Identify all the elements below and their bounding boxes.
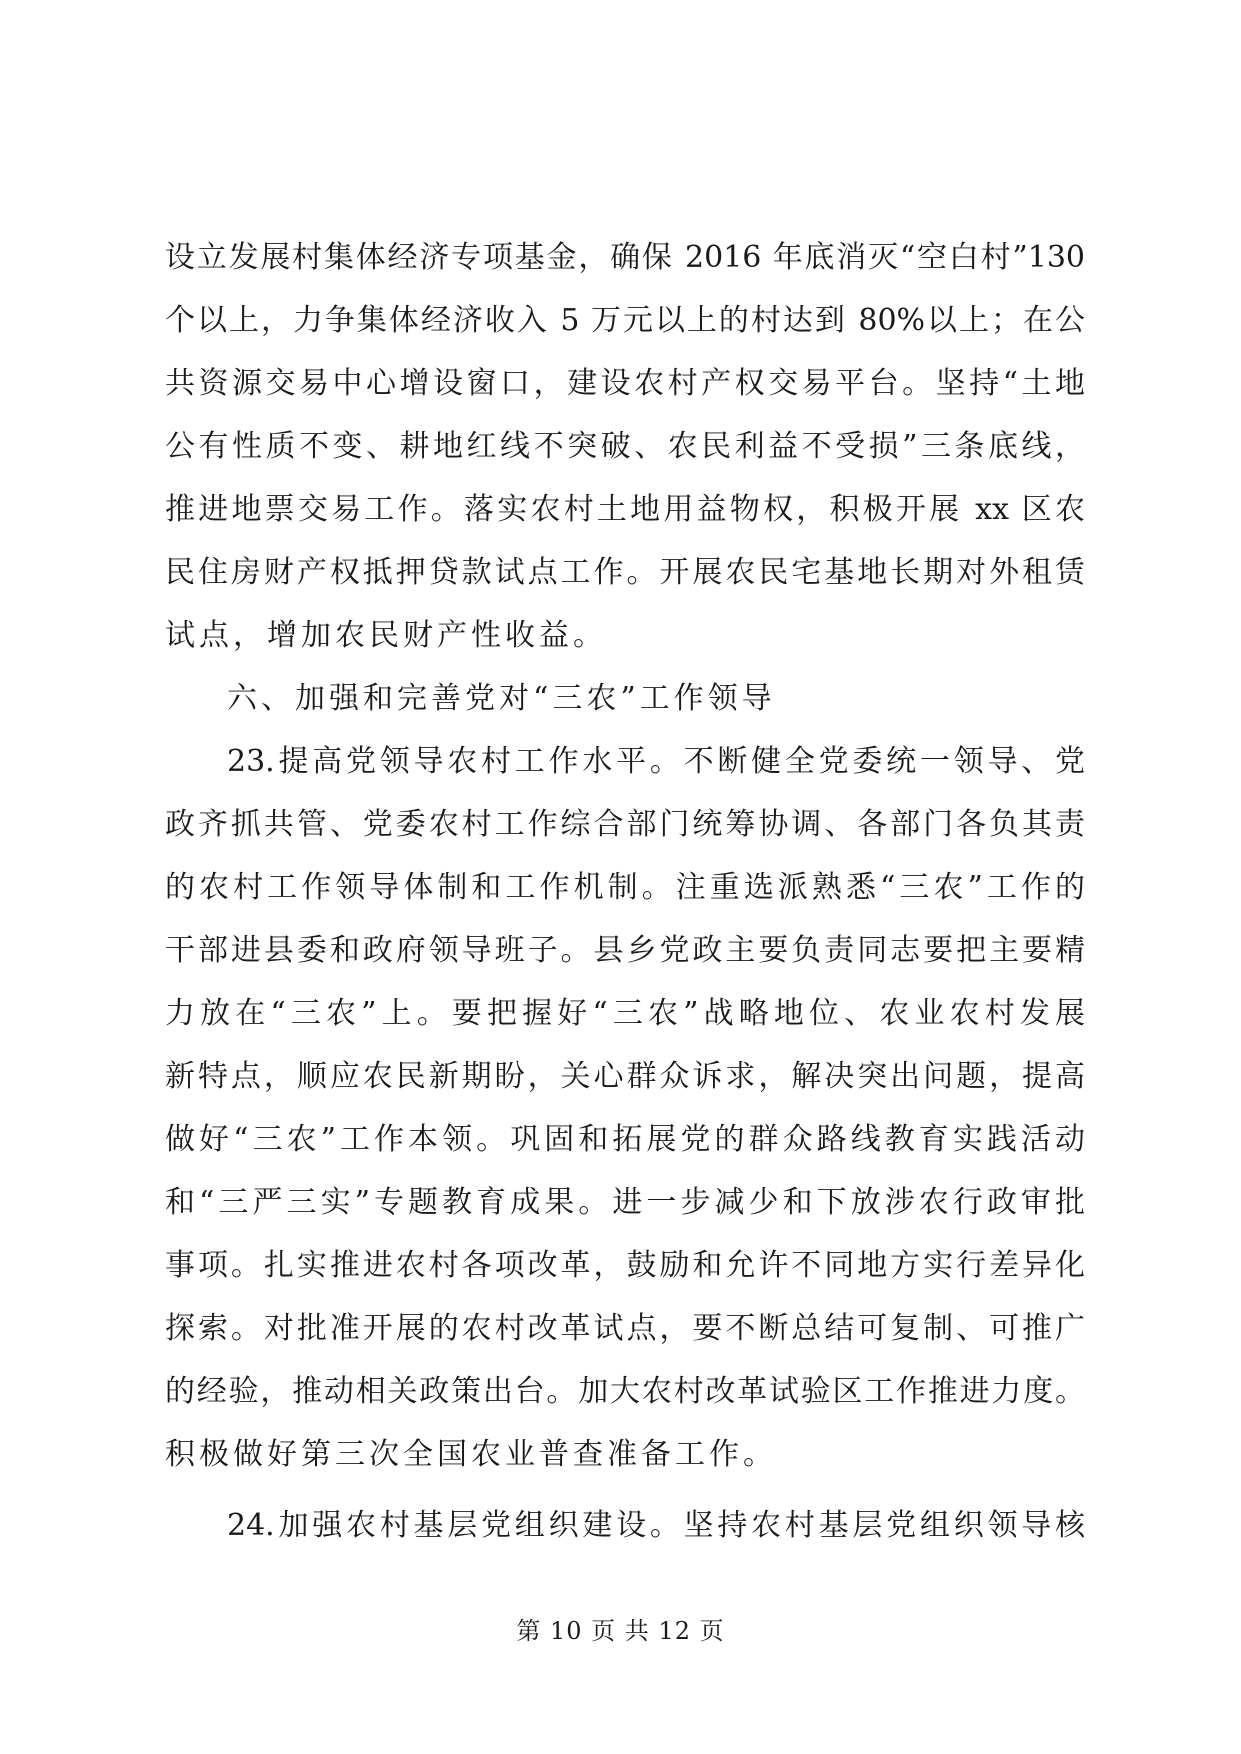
document-body [165, 226, 1085, 1557]
text-line: 干部进县委和政府领导班子。县乡党政主要负责同志要把主要精 [165, 933, 1085, 968]
text-line: 民住房财产权抵押贷款试点工作。开展农民宅基地长期对外租赁 [165, 555, 1085, 590]
text-line: 探索。对批准开展的农村改革试点，要不断总结可复制、可推广 [165, 1311, 1085, 1346]
text-line: 个以上，力争集体经济收入 5 万元以上的村达到 80%以上；在公 [165, 303, 1085, 338]
text-line: 政齐抓共管、党委农村工作综合部门统筹协调、各部门各负其责 [165, 807, 1085, 842]
text-line: 公有性质不变、耕地红线不突破、农民利益不受损”三条底线， [165, 429, 1085, 464]
text-line: 推进地票交易工作。落实农村土地用益物权，积极开展 xx 区农 [165, 492, 1085, 527]
page-footer: 第 10 页 共 12 页 [516, 1617, 725, 1645]
text-line: 设立发展村集体经济专项基金，确保 2016 年底消灭“空白村”130 [165, 240, 1085, 275]
text-line: 的经验，推动相关政策出台。加大农村改革试验区工作推进力度。 [165, 1374, 1085, 1409]
text-line: 试点，增加农民财产性收益。 [165, 618, 607, 653]
text-line: 共资源交易中心增设窗口，建设农村产权交易平台。坚持“土地 [165, 366, 1085, 401]
section-heading: 六、加强和完善党对“三农”工作领导 [227, 681, 776, 716]
paragraph-gap [165, 1486, 1085, 1494]
paragraph-start-line: 24.加强农村基层党组织建设。坚持农村基层党组织领导核 [227, 1508, 1085, 1543]
text-line: 和“三严三实”专题教育成果。进一步减少和下放涉农行政审批 [165, 1185, 1085, 1220]
text-line: 的农村工作领导体制和工作机制。注重选派熟悉“三农”工作的 [165, 870, 1085, 905]
text-line: 事项。扎实推进农村各项改革，鼓励和允许不同地方实行差异化 [165, 1248, 1085, 1283]
paragraph-start-line: 23.提高党领导农村工作水平。不断健全党委统一领导、党 [227, 744, 1085, 779]
text-line: 做好“三农”工作本领。巩固和拓展党的群众路线教育实践活动 [165, 1122, 1085, 1157]
text-line: 积极做好第三次全国农业普查准备工作。 [165, 1437, 777, 1472]
text-line: 新特点，顺应农民新期盼，关心群众诉求，解决突出问题，提高 [165, 1059, 1085, 1094]
text-line: 力放在“三农”上。要把握好“三农”战略地位、农业农村发展 [165, 996, 1085, 1031]
